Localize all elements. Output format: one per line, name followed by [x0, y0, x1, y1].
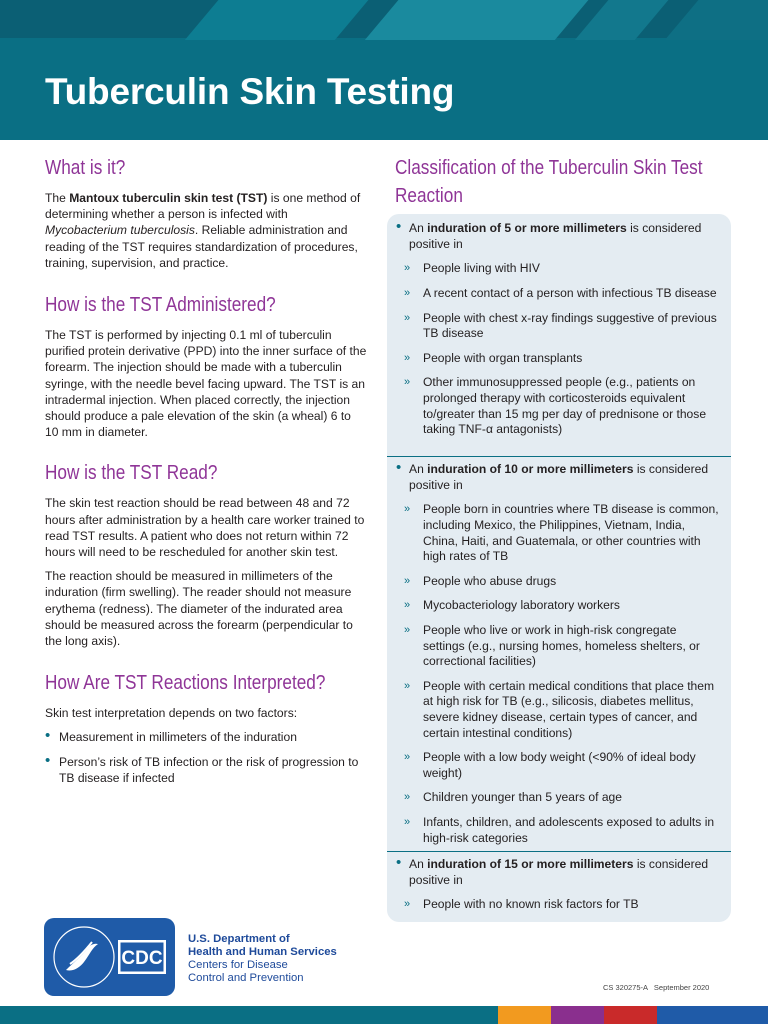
classification-heading-block	[395, 154, 740, 210]
left-column	[45, 154, 367, 786]
list-item: • Measurement in millimeters of the induration	[45, 729, 367, 745]
heading-interpreted: How Are TST Reactions Interpreted?	[45, 672, 326, 695]
list-item: » Mycobacteriology laboratory workers	[387, 598, 731, 614]
bar-segment-red	[604, 1006, 657, 1024]
publication-code: CS 320275-A September 2020	[603, 983, 710, 992]
bottom-color-bar	[0, 1006, 768, 1024]
cdc-logo-text: CDC	[121, 948, 163, 969]
interpreted-intro: Skin test interpretation depends on two factors:	[45, 706, 298, 721]
list-item: » Children younger than 5 years of age	[387, 790, 731, 806]
what-is-it-paragraph: The Mantoux tuberculin skin test (TST) is one method of determining whether a person is infected with Mycobacterium tuberculosis. Reliable administration and reading of the TST requires standardization of procedures, training, supervision, and practice.	[45, 191, 361, 270]
administered-paragraph: The TST is performed by injecting 0.1 ml of tuberculin purified protein derivative (PPD) into the inner surface of the forearm. The injection should be made with a tuberculin syringe, with the needle bevel facing upward. The TST is an intradermal injection. When placed correctly, the injection should produce a pale elevation of the skin (a wheal) 6 to 10 mm in diameter.	[45, 328, 367, 440]
bar-segment-orange	[498, 1006, 551, 1024]
list-item: » People born in countries where TB disease is common, including Mexico, the Philippines, Vietnam, India, China, Haiti, and Guatemala, or other countries with high rates of TB	[387, 502, 731, 564]
list-item: » People who live or work in high-risk congregate settings (e.g., nursing homes, homeless shelters, or correctional facilities)	[387, 623, 731, 670]
org-name: U.S. Department of Health and Human Services Centers for Disease Control and Prevention	[188, 933, 337, 984]
list-item: » People with certain medical conditions that place them at high risk for TB (e.g., silicosis, diabetes mellitus, severe kidney disease, certain types of cancer, and certain intestinal conditions)	[387, 679, 731, 741]
list-item: » People living with HIV	[387, 261, 731, 277]
list-item: » Infants, children, and adolescents exposed to adults in high-risk categories	[387, 815, 731, 846]
heading-what-is-it: What is it?	[45, 157, 126, 179]
organism-name: Mycobacterium tuberculosis	[45, 223, 195, 238]
group-lead: • An induration of 15 or more millimeters is considered positive in	[396, 854, 709, 888]
group-15mm	[387, 851, 731, 913]
list-item: » People with no known risk factors for TB	[387, 897, 731, 913]
sub-list	[387, 261, 731, 437]
list-item: » People with organ transplants	[387, 351, 731, 367]
bar-segment-teal	[0, 1006, 498, 1024]
list-item: » People who abuse drugs	[387, 574, 731, 590]
tst-name: Mantoux tuberculin skin test (TST)	[69, 191, 268, 205]
bar-segment-purple	[551, 1006, 604, 1024]
eagle-icon	[66, 944, 98, 971]
page-title: Tuberculin Skin Testing	[45, 71, 455, 112]
title-banner	[0, 0, 768, 140]
sub-list	[387, 502, 731, 846]
list-item: » A recent contact of a person with infectious TB disease	[387, 286, 731, 302]
list-item: • Person’s risk of TB infection or the risk of progression to TB disease if infected	[45, 754, 367, 786]
logo-graphic	[44, 918, 175, 996]
hhs-cdc-logo	[44, 918, 175, 996]
bullet-icon: •	[396, 854, 402, 871]
read-paragraph-1: The skin test reaction should be read between 48 and 72 hours after administration by a health care worker trained to read TST results. A patient who does not return within 72 hours will need to be rescheduled for another skin test.	[45, 496, 365, 560]
group-lead: • An induration of 10 or more millimeters is considered positive in	[396, 459, 709, 493]
list-item: » People with chest x-ray findings suggestive of previous TB disease	[387, 311, 731, 342]
list-item: » Other immunosuppressed people (e.g., patients on prolonged therapy with corticosteroids equivalent to/greater than 15 mg per day of prednisone or those taking TNF-α antagonists)	[387, 375, 731, 437]
group-lead: • An induration of 5 or more millimeters is considered positive in	[396, 218, 702, 252]
list-item: » People with a low body weight (<90% of ideal body weight)	[387, 750, 731, 781]
sub-list	[387, 897, 731, 913]
bar-segment-blue	[657, 1006, 768, 1024]
bullet-icon: •	[396, 218, 402, 235]
heading-administered: How is the TST Administered?	[45, 294, 276, 317]
factor-list	[45, 729, 367, 786]
read-paragraph-2: The reaction should be measured in millimeters of the induration (firm swelling). The reader should not measure erythema (redness). The diameter of the indurated area should be measured across the forearm (perpendicular to the long axis).	[45, 569, 353, 649]
publication-date: September 2020	[653, 983, 710, 992]
heading-read: How is the TST Read?	[45, 462, 218, 485]
heading-classification: Classification of the Tuberculin Skin Test Reaction	[395, 157, 703, 207]
group-5mm	[387, 220, 731, 438]
classification-box	[387, 214, 731, 922]
group-10mm	[387, 456, 731, 846]
bullet-icon: •	[396, 459, 402, 476]
